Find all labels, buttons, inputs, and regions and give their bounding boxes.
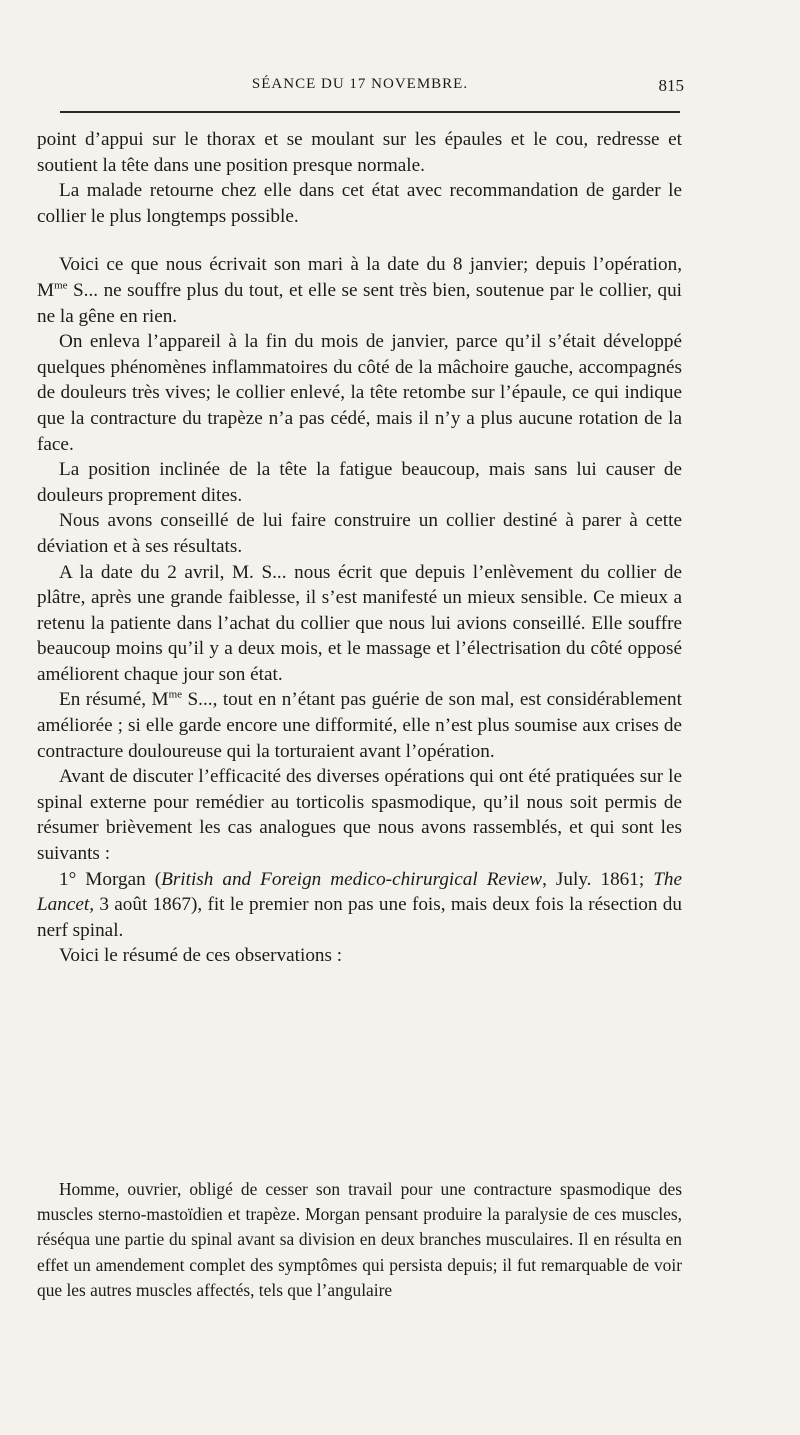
paragraph: point d’appui sur le thorax et se moulant sur les épaules et le cou, redresse et soutient la tête dans une position presque normale. <box>37 129 682 176</box>
journal-title: The Lancet, <box>37 868 682 916</box>
running-title: SÉANCE DU 17 NOVEMBRE. <box>251 76 469 92</box>
text-run: En résumé, M <box>59 689 169 711</box>
paragraph: La position inclinée de la tête la fatigue beaucoup, mais sans lui causer de douleurs proprement dites. <box>37 459 682 506</box>
paragraph <box>37 252 682 329</box>
text-run: S..., tout en n’étant pas guérie de son mal, est considérablement améliorée ; si elle garde encore une difformité, elle n’est plus soumise aux crises de contracture douloureuse qui la torturaient avant l’opération. <box>37 689 682 762</box>
journal-title: British and Foreign medico-chirurgical Review <box>161 868 543 890</box>
paragraph: La malade retourne chez elle dans cet état avec recommandation de garder le collier le plus longtemps possible. <box>37 180 682 227</box>
case-summary <box>37 1177 682 1303</box>
paragraph: Voici le résumé de ces observations : <box>59 945 343 967</box>
text-run: , July. 1861; <box>542 868 654 890</box>
paragraph: Homme, ouvrier, obligé de cesser son travail pour une contracture spasmodique des muscles sterno-mastoïdien et trapèze. Morgan pensant produire la paralysie de ces muscles, réséqua une partie du spinal avant sa division en deux branches musculaires. Il en résulta en effet un amendement complet des symptômes qui persista depuis; il fut remarquable de voir que les autres muscles affectés, tels que l’angulaire <box>37 1179 682 1300</box>
paragraph: A la date du 2 avril, M. S... nous écrit que depuis l’enlèvement du collier de plâtre, après une grande faiblesse, il s’est manifesté un mieux sensible. Ce mieux a retenu la patiente dans l’achat du collier que nous lui avions conseillé. Elle souffre beaucoup moins qu’il y a deux mois, et le massage et l’électrisation du côté opposé améliorent chaque jour son état. <box>37 561 682 685</box>
page-header <box>36 76 684 100</box>
paragraph: Avant de discuter l’efficacité des diverses opérations qui ont été pratiquées sur le spinal externe pour remédier au torticolis spasmodique, qu’il nous soit permis de résumer brièvement les cas analogues que nous avons rassemblés, et qui sont les suivants : <box>37 766 682 865</box>
paragraph: On enleva l’appareil à la fin du mois de janvier, parce qu’il s’était développé quelques phénomènes inflammatoires du côté de la mâchoire gauche, accompagnés de douleurs très vives; le collier enlevé, la tête retombe sur l’épaule, ce qui indique que la contracture du trapèze n’a pas cédé, mais il n’y a plus aucune rotation de la face. <box>37 331 682 455</box>
text-run: Voici ce que nous écrivait son mari à la date du 8 janvier; depuis l’opération, M <box>37 254 682 301</box>
text-run: S... ne souffre plus du tout, et elle se sent très bien, soutenue par le collier, qui ne la gêne en rien. <box>37 279 682 327</box>
text-run: 3 août 1867), fit le premier non pas une fois, mais deux fois la résection du nerf spinal. <box>37 894 682 941</box>
page-number: 815 <box>658 76 684 95</box>
paragraph: Nous avons conseillé de lui faire construire un collier destiné à parer à cette déviation et à ses résultats. <box>37 510 682 557</box>
text-run: 1° Morgan ( <box>59 868 162 890</box>
body-text <box>37 127 682 969</box>
header-rule <box>60 111 680 113</box>
superscript: me <box>54 279 68 292</box>
paragraph <box>37 687 682 764</box>
superscript: me <box>168 689 183 702</box>
paragraph <box>37 867 682 944</box>
